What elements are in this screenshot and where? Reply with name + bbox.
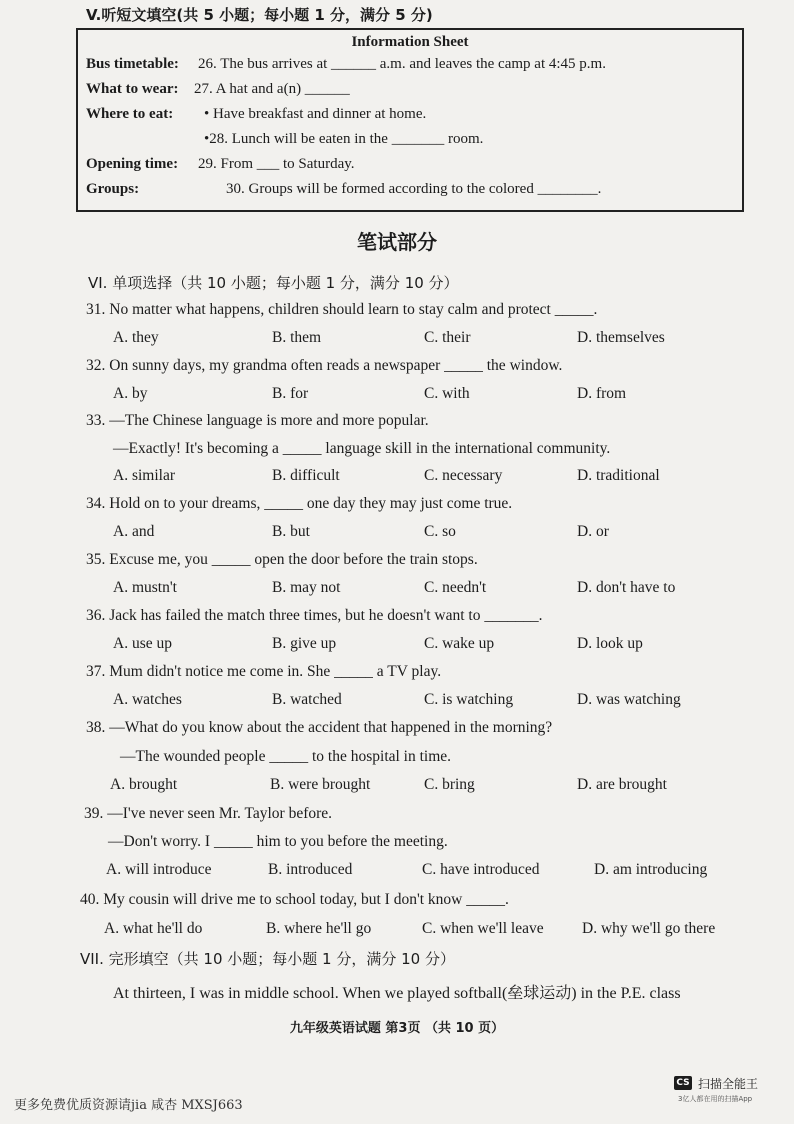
written-part-title: 笔试部分 [357,230,437,254]
info-text: 30. Groups will be formed according to the colored ________. [226,181,602,197]
question-39-option-b: B. introduced [268,861,353,878]
camscanner-logo-icon: CS [674,1076,692,1090]
question-35-option-c: C. needn't [424,579,487,596]
info-label: Where to eat: [86,106,174,122]
info-text: 29. From ___ to Saturday. [198,156,355,172]
info-text: •28. Lunch will be eaten in the _______ room. [204,131,484,147]
question-32-option-d: D. from [577,385,627,402]
question-38-stem: 38. —What do you know about the accident that happened in the morning? [86,719,553,736]
question-34-option-c: C. so [424,523,456,540]
scanner-app-name: 扫描全能王 [698,1077,759,1091]
question-34-option-a: A. and [113,523,155,540]
info-label: What to wear: [86,81,179,97]
question-35-stem: 35. Excuse me, you _____ open the door before the train stops. [86,551,478,568]
question-35-option-d: D. don't have to [577,579,676,596]
info-row-groups [86,181,602,198]
question-40-option-d: D. why we'll go there [582,920,716,937]
question-31-option-a: A. they [113,329,159,346]
question-33-option-c: C. necessary [424,467,503,484]
question-31-option-d: D. themselves [577,329,665,346]
question-38-option-b: B. were brought [270,776,371,793]
question-31-option-c: C. their [424,329,471,346]
question-36-option-c: C. wake up [424,635,495,652]
question-33-option-d: D. traditional [577,467,660,484]
question-36-option-d: D. look up [577,635,643,652]
question-38-option-d: D. are brought [577,776,667,793]
section-vii-title: VII. 完形填空（共 10 小题；每小题 1 分，满分 10 分） [80,950,455,968]
question-37-option-c: C. is watching [424,691,514,708]
question-38-stem-reply: —The wounded people _____ to the hospital in time. [120,748,452,765]
question-40-option-a: A. what he'll do [104,920,203,937]
info-row-where-to-eat [86,106,427,123]
info-label: Opening time: [86,156,179,172]
question-39-stem-reply: —Don't worry. I _____ him to you before the meeting. [108,833,448,850]
info-text: • Have breakfast and dinner at home. [204,106,427,122]
question-35-option-b: B. may not [272,579,341,596]
info-label: Groups: [86,181,140,197]
question-32-option-c: C. with [424,385,470,402]
question-39-option-c: C. have introduced [422,861,540,878]
info-row-bus-timetable [86,56,606,73]
info-row-opening-time [86,156,355,173]
question-34-option-b: B. but [272,523,310,540]
info-text: 26. The bus arrives at ______ a.m. and leaves the camp at 4:45 p.m. [198,56,606,72]
question-33-option-b: B. difficult [272,467,340,484]
question-34-stem: 34. Hold on to your dreams, _____ one day they may just come true. [86,495,513,512]
question-40-option-c: C. when we'll leave [422,920,544,937]
cloze-passage: At thirteen, I was in middle school. When we played softball(垒球运动) in the P.E. class [113,985,681,1002]
question-35-option-a: A. mustn't [113,579,177,596]
question-37-option-b: B. watched [272,691,342,708]
question-36-option-b: B. give up [272,635,337,652]
question-31-stem: 31. No matter what happens, children should learn to stay calm and protect _____. [86,301,598,318]
information-sheet [76,28,744,212]
info-row-what-to-wear [86,81,350,98]
question-38-option-c: C. bring [424,776,475,793]
section-vi-title: VI. 单项选择（共 10 小题；每小题 1 分，满分 10 分） [88,274,459,292]
question-33-stem-reply: —Exactly! It's becoming a _____ language skill in the international community. [113,440,611,457]
page-footer: 九年级英语试题 第3页 （共 10 页） [289,1021,505,1036]
question-37-option-a: A. watches [113,691,182,708]
scanner-tagline: 3亿人都在用的扫描App [678,1095,753,1103]
question-39-stem: 39. —I've never seen Mr. Taylor before. [84,805,333,822]
question-39-option-a: A. will introduce [106,861,212,878]
question-37-stem: 37. Mum didn't notice me come in. She _____ a TV play. [86,663,442,680]
watermark-text: 更多免费优质资源请jia 咸杏 MXSJ663 [14,1098,243,1113]
question-32-option-b: B. for [272,385,309,402]
question-32-option-a: A. by [113,385,148,402]
question-36-option-a: A. use up [113,635,172,652]
question-40-option-b: B. where he'll go [266,920,372,937]
section-v-title: V.听短文填空(共 5 小题；每小题 1 分，满分 5 分) [86,6,433,24]
information-sheet-title: Information Sheet [351,34,469,50]
question-37-option-d: D. was watching [577,691,681,708]
question-38-option-a: A. brought [110,776,178,793]
question-36-stem: 36. Jack has failed the match three times, but he doesn't want to _______. [86,607,543,624]
info-label: Bus timetable: [86,56,179,72]
question-31-option-b: B. them [272,329,322,346]
question-32-stem: 32. On sunny days, my grandma often reads a newspaper _____ the window. [86,357,563,374]
question-33-option-a: A. similar [113,467,175,484]
question-40-stem: 40. My cousin will drive me to school today, but I don't know _____. [80,891,509,908]
info-text: 27. A hat and a(n) ______ [194,81,350,97]
question-34-option-d: D. or [577,523,609,540]
question-33-stem: 33. —The Chinese language is more and more popular. [86,412,429,429]
question-39-option-d: D. am introducing [594,861,708,878]
